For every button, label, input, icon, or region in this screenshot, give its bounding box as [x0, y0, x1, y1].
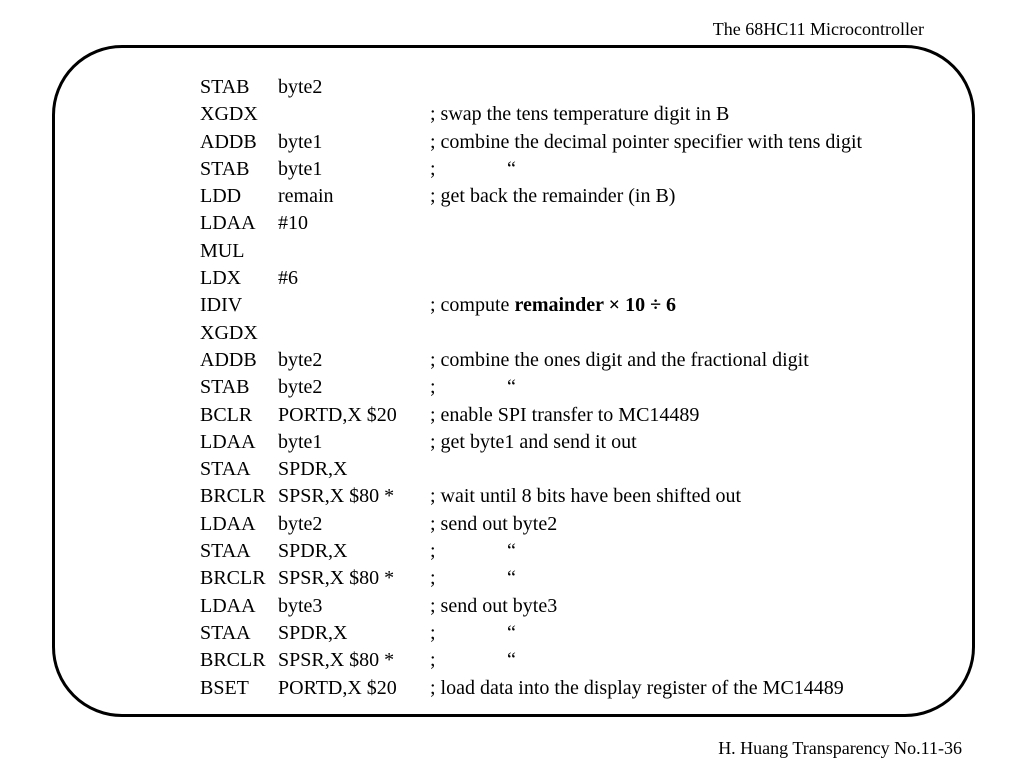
comment [430, 511, 557, 538]
opcode: MUL [200, 239, 245, 262]
comment-text: ; get byte1 and send it out [430, 430, 637, 453]
opcode: IDIV [200, 294, 243, 317]
operand: SPDR,X [278, 458, 348, 481]
operand: byte2 [278, 76, 323, 98]
operand: PORTD,X $20 [278, 403, 397, 426]
opcode: BSET [200, 676, 249, 699]
comment [430, 292, 676, 319]
opcode: LDAA [200, 430, 256, 453]
comment [430, 101, 729, 128]
comment-text: ; [430, 540, 436, 563]
opcode: LDD [200, 185, 242, 208]
opcode: LDAA [200, 212, 256, 235]
opcode: STAB [200, 376, 250, 399]
operand: SPDR,X [278, 621, 348, 644]
opcode: XGDX [200, 321, 258, 344]
opcode: LDX [200, 267, 242, 290]
ditto-mark: “ [507, 376, 516, 399]
comment-bold-text: remainder × 10 ÷ 6 [514, 294, 677, 317]
operand: SPSR,X $80 * [278, 485, 395, 508]
operand: byte3 [278, 594, 323, 617]
operand: byte2 [278, 512, 323, 535]
comment [430, 620, 436, 647]
operand: SPSR,X $80 * [278, 649, 395, 672]
operand: byte1 [278, 130, 323, 153]
comment-text: ; combine the decimal pointer specifier with tens digit [430, 130, 863, 153]
comment [430, 347, 809, 374]
comment-text: ; [430, 621, 436, 644]
operand: SPDR,X [278, 540, 348, 563]
opcode: STAB [200, 157, 250, 180]
opcode: BCLR [200, 403, 253, 426]
opcode: STAA [200, 621, 251, 644]
opcode: LDAA [200, 594, 256, 617]
comment [430, 129, 862, 156]
page-header-title: The 68HC11 Microcontroller [712, 19, 924, 39]
comment [430, 565, 436, 592]
opcode: STAB [200, 76, 250, 98]
comment-text: ; send out byte2 [430, 512, 558, 535]
comment-text: ; combine the ones digit and the fractional digit [430, 348, 809, 371]
comment-text: ; [430, 157, 436, 180]
comment [430, 156, 436, 183]
comment-text: ; [430, 567, 436, 590]
operand: #10 [278, 212, 308, 235]
operand: SPSR,X $80 * [278, 567, 395, 590]
operand: remain [278, 185, 334, 208]
comment [430, 429, 637, 456]
comment-text: ; get back the remainder (in B) [430, 185, 676, 208]
comment [430, 538, 436, 565]
opcode: STAA [200, 540, 251, 563]
operand: byte1 [278, 430, 323, 453]
opcode: XGDX [200, 103, 258, 126]
opcode: BRCLR [200, 649, 266, 672]
opcode: LDAA [200, 512, 256, 535]
comment [430, 402, 699, 429]
ditto-mark: “ [507, 567, 516, 590]
opcode: ADDB [200, 348, 257, 371]
page-footer: H. Huang Transparency No.11-36 [718, 738, 962, 758]
operand: #6 [278, 267, 298, 290]
comment [430, 675, 844, 702]
comment-text: ; wait until 8 bits have been shifted out [430, 485, 742, 508]
ditto-mark: “ [507, 621, 516, 644]
comment-text: ; swap the tens temperature digit in B [430, 103, 730, 126]
ditto-mark: “ [507, 540, 516, 563]
opcode: BRCLR [200, 567, 266, 590]
comment [430, 374, 436, 401]
comment-text: ; [430, 649, 436, 672]
ditto-mark: “ [507, 649, 516, 672]
opcode: BRCLR [200, 485, 266, 508]
comment [430, 593, 557, 620]
comment-text: ; enable SPI transfer to MC14489 [430, 403, 700, 426]
comment [430, 483, 741, 510]
opcode: ADDB [200, 130, 257, 153]
operand: byte2 [278, 348, 323, 371]
comment-text: ; [430, 376, 436, 399]
operand: byte2 [278, 376, 323, 399]
operand: PORTD,X $20 [278, 676, 397, 699]
comment-text: ; compute [430, 294, 515, 317]
comment-text: ; load data into the display register of the MC14489 [430, 676, 844, 699]
comment-text: ; send out byte3 [430, 594, 558, 617]
operand: byte1 [278, 157, 323, 180]
comment [430, 183, 675, 210]
opcode: STAA [200, 458, 251, 481]
comment [430, 647, 436, 674]
ditto-mark: “ [507, 157, 516, 180]
